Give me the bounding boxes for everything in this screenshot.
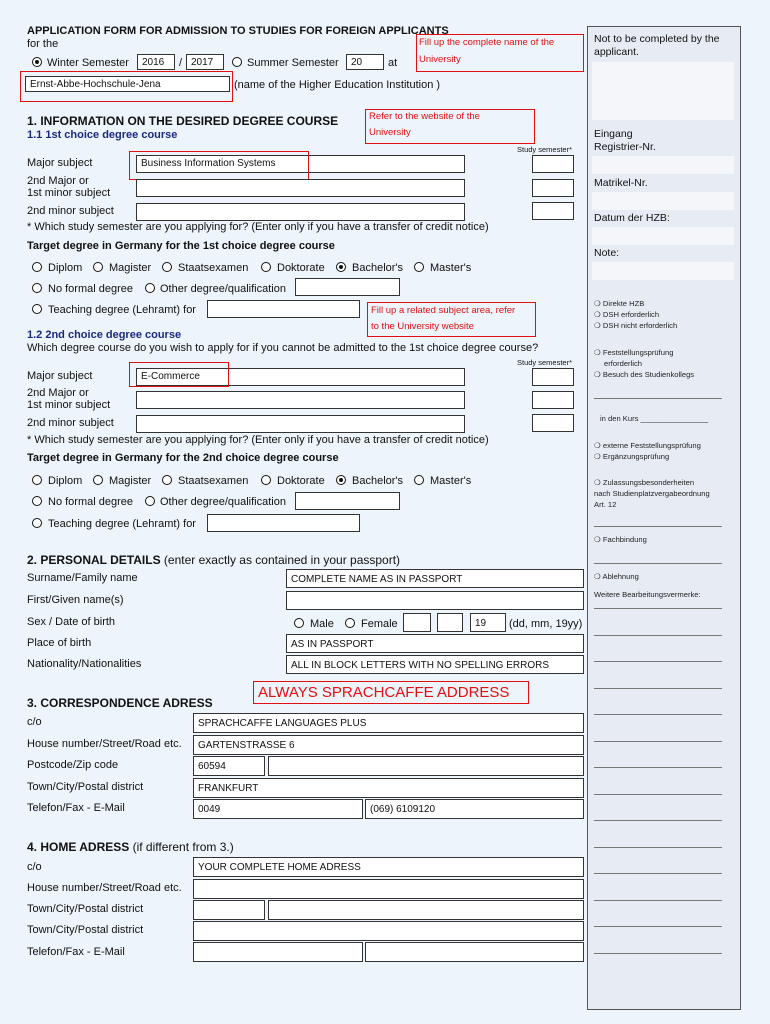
sidebar-line — [594, 608, 722, 609]
section2-title — [27, 554, 400, 567]
annotation-sprachcaffe-text: ALWAYS SPRACHCAFFE ADDRESS — [258, 684, 510, 701]
street-label-4: House number/Street/Road etc. — [27, 882, 182, 894]
magister-label-1: Magister — [109, 262, 152, 274]
sidebar-besuch: ❍ Besuch des Studienkollegs — [594, 370, 695, 379]
teaching-label-2: Teaching degree (Lehramt) for — [48, 518, 196, 530]
target-degree-2-label: Target degree in Germany for the 2nd choice degree course — [27, 452, 339, 464]
sidebar-field-top[interactable] — [592, 62, 734, 120]
postcode-extra-field-3[interactable] — [268, 756, 584, 776]
town-field-4a[interactable] — [268, 900, 584, 920]
second-major-label-2a: 2nd Major or — [27, 387, 89, 399]
sidebar-zulassung1: ❍ Zulassungsbesonderheiten — [594, 478, 695, 487]
phone-label-4: Telefon/Fax - E-Mail — [27, 946, 125, 958]
annotation-website-line2: University — [369, 127, 411, 138]
sidebar-zulassung2: nach Studienplatzvergabeordnung — [594, 489, 710, 498]
teaching-field-1[interactable] — [207, 300, 360, 318]
town-label-4a: Town/City/Postal district — [27, 903, 144, 915]
second-major-field[interactable] — [136, 179, 465, 197]
institution-field[interactable]: Ernst-Abbe-Hochschule-Jena — [25, 76, 230, 92]
phone-field-3b[interactable]: (069) 6109120 — [365, 799, 584, 819]
place-of-birth-field[interactable]: AS IN PASSPORT — [286, 634, 584, 653]
doktorate-radio-1[interactable] — [261, 262, 271, 272]
annotation-website-line1: Refer to the website of the — [369, 111, 480, 122]
sidebar-ergaenzung: ❍ Ergänzungsprüfung — [594, 452, 670, 461]
other-degree-field-2[interactable] — [295, 492, 400, 510]
magister-radio-1[interactable] — [93, 262, 103, 272]
phone-label-3: Telefon/Fax - E-Mail — [27, 802, 125, 814]
sidebar-direkte: ❍ Direkte HZB — [594, 299, 645, 308]
semester-field-5[interactable] — [532, 391, 574, 409]
annotation-related-line2: to the University website — [371, 321, 474, 332]
section1-title: 1. INFORMATION ON THE DESIRED DEGREE COURSE — [27, 114, 339, 128]
annotation-major-box — [129, 151, 309, 180]
sidebar-zulassung3: Art. 12 — [594, 500, 617, 509]
sidebar-line — [594, 767, 722, 768]
sidebar-line — [594, 563, 722, 564]
section4-title-extra: (if different from 3.) — [132, 840, 234, 854]
diplom-label-1: Diplom — [48, 262, 83, 274]
sidebar-externe: ❍ externe Feststellungsprüfung — [594, 441, 701, 450]
no-formal-label-1: No formal degree — [48, 283, 133, 295]
postcode-label-3: Postcode/Zip code — [27, 759, 119, 771]
postcode-field-3[interactable]: 60594 — [193, 756, 265, 776]
summer-semester-radio[interactable] — [232, 57, 242, 67]
sidebar-fachbindung: ❍ Fachbindung — [594, 535, 647, 544]
section4-title-main: 4. HOME ADRESS — [27, 840, 130, 854]
sidebar-weitere: Weitere Bearbeitungsvermerke: — [594, 590, 701, 599]
for-the-label: for the — [27, 38, 59, 50]
other-degree-label-2: Other degree/qualification — [160, 496, 286, 508]
teaching-field-2[interactable] — [207, 514, 360, 532]
semester-field-2[interactable] — [532, 179, 574, 197]
street-field-4[interactable] — [193, 879, 584, 899]
street-label-3: House number/Street/Road etc. — [27, 738, 182, 750]
postcode-field-4[interactable] — [193, 900, 265, 920]
annotation-related-line1: Fill up a related subject area, refer — [371, 305, 516, 316]
teaching-radio-1[interactable] — [32, 304, 42, 314]
first-name-label: First/Given name(s) — [27, 594, 124, 606]
co-label-4: c/o — [27, 861, 42, 873]
sidebar-eingang: Eingang — [594, 128, 633, 140]
major-subject-field-2[interactable]: E-Commerce — [136, 368, 465, 386]
no-formal-radio-2[interactable] — [32, 496, 42, 506]
second-minor-label-2: 2nd minor subject — [27, 417, 114, 429]
sidebar-dsh-nicht: ❍ DSH nicht erforderlich — [594, 321, 678, 330]
dob-day-field[interactable] — [403, 613, 431, 632]
sidebar-line — [594, 847, 722, 848]
winter-year1-field[interactable]: 2016 — [137, 54, 175, 70]
doktorate-label-2: Doktorate — [277, 475, 325, 487]
form-title: APPLICATION FORM FOR ADMISSION TO STUDIES FOR FOREIGN APPLICANTS — [27, 25, 449, 37]
staatsexamen-label-1: Staatsexamen — [178, 262, 249, 274]
semester-note-1: * Which study semester are you applying for? (Enter only if you have a transfer of credit notice) — [27, 221, 489, 233]
major-subject-field[interactable]: Business Information Systems — [136, 155, 465, 173]
other-degree-field-1[interactable] — [295, 278, 400, 296]
sidebar-registrier: Registrier-Nr. — [594, 141, 656, 153]
diplom-radio-1[interactable] — [32, 262, 42, 272]
masters-radio-1[interactable] — [414, 262, 424, 272]
sidebar-header-1: Not to be completed by the — [594, 33, 720, 45]
sidebar-matrikel: Matrikel-Nr. — [594, 177, 648, 189]
sidebar-line — [594, 661, 722, 662]
target-degree-1-label: Target degree in Germany for the 1st choice degree course — [27, 240, 335, 252]
first-name-field[interactable] — [286, 591, 584, 610]
section4-title — [27, 841, 234, 854]
staatsexamen-label-2: Staatsexamen — [178, 475, 249, 487]
sidebar-line — [594, 873, 722, 874]
surname-field[interactable]: COMPLETE NAME AS IN PASSPORT — [286, 569, 584, 588]
place-of-birth-label: Place of birth — [27, 637, 92, 649]
second-minor-label: 2nd minor subject — [27, 205, 114, 217]
sex-dob-label: Sex / Date of birth — [27, 616, 116, 628]
sidebar-line — [594, 926, 722, 927]
staatsexamen-radio-1[interactable] — [162, 262, 172, 272]
annotation-major2-box — [129, 362, 229, 387]
second-major-field-2[interactable] — [136, 391, 465, 409]
town-field-4b[interactable] — [193, 921, 584, 941]
summer-year-field[interactable]: 20 — [346, 54, 384, 70]
major-subject-label-2: Major subject — [27, 370, 93, 382]
town-label-4b: Town/City/Postal district — [27, 924, 144, 936]
section1-sub2: 1.2 2nd choice degree course — [27, 329, 182, 341]
semester-field-4[interactable] — [532, 368, 574, 386]
second-major-label-2: 1st minor subject — [27, 187, 111, 199]
town-field-3[interactable]: FRANKFURT — [193, 778, 584, 798]
sidebar-line — [594, 953, 722, 954]
annotation-name-line1: Fill up the complete name of the — [419, 37, 555, 48]
section2-title-main: 2. PERSONAL DETAILS — [27, 553, 161, 567]
doktorate-label-1: Doktorate — [277, 262, 325, 274]
second-major-label-1: 2nd Major or — [27, 175, 89, 187]
sidebar-registrier-field[interactable] — [592, 156, 734, 174]
sidebar-kurs: in den Kurs ________________ — [600, 414, 709, 423]
semester-note-2: * Which study semester are you applying for? (Enter only if you have a transfer of credit notice) — [27, 434, 489, 446]
bachelors-radio-1[interactable] — [336, 262, 346, 272]
teaching-label-1: Teaching degree (Lehramt) for — [48, 304, 196, 316]
female-radio[interactable] — [345, 618, 355, 628]
sidebar-line — [594, 714, 722, 715]
diplom-radio-2[interactable] — [32, 475, 42, 485]
masters-label-1: Master's — [430, 262, 472, 274]
semester-field-6[interactable] — [532, 414, 574, 432]
section1-sub2-question: Which degree course do you wish to apply for if you cannot be admitted to the 1st choice degree course? — [27, 342, 539, 354]
semester-field-3[interactable] — [532, 202, 574, 220]
summer-semester-label: Summer Semester — [247, 57, 339, 69]
magister-label-2: Magister — [109, 475, 152, 487]
magister-radio-2[interactable] — [93, 475, 103, 485]
no-formal-radio-1[interactable] — [32, 283, 42, 293]
study-semester-label-1: Study semester* — [517, 145, 573, 154]
bachelors-radio-2[interactable] — [336, 475, 346, 485]
major-subject-label: Major subject — [27, 157, 93, 169]
sidebar-line — [594, 794, 722, 795]
dob-month-field[interactable] — [437, 613, 463, 632]
street-field-3[interactable]: GARTENSTRASSE 6 — [193, 735, 584, 755]
section2-title-extra: (enter exactly as contained in your passport) — [163, 553, 401, 567]
sidebar-dsh-erf: ❍ DSH erforderlich — [594, 310, 660, 319]
winter-semester-label: Winter Semester — [47, 57, 129, 69]
masters-radio-2[interactable] — [414, 475, 424, 485]
female-label: Female — [361, 618, 398, 630]
sidebar-line — [594, 900, 722, 901]
co-field-3[interactable]: SPRACHCAFFE LANGUAGES PLUS — [193, 713, 584, 733]
institution-label: (name of the Higher Education Institution ) — [234, 79, 441, 91]
second-minor-field[interactable] — [136, 203, 465, 221]
section3-title: 3. CORRESPONDENCE ADRESS — [27, 696, 213, 710]
diplom-label-2: Diplom — [48, 475, 83, 487]
phone-field-4a[interactable] — [193, 942, 363, 962]
co-field-4[interactable]: YOUR COMPLETE HOME ADRESS — [193, 857, 584, 877]
sidebar-fest2: erforderlich — [604, 359, 642, 368]
other-degree-radio-2[interactable] — [145, 496, 155, 506]
sidebar-line — [594, 820, 722, 821]
doktorate-radio-2[interactable] — [261, 475, 271, 485]
second-major-label-2b: 1st minor subject — [27, 399, 111, 411]
sidebar-note-field[interactable] — [592, 262, 734, 280]
sidebar-line — [594, 398, 722, 399]
winter-year2-field[interactable]: 2017 — [186, 54, 224, 70]
masters-label-2: Master's — [430, 475, 472, 487]
sidebar-ablehnung: ❍ Ablehnung — [594, 572, 639, 581]
co-label-3: c/o — [27, 716, 42, 728]
other-degree-label-1: Other degree/qualification — [160, 283, 286, 295]
sidebar-note: Note: — [594, 247, 620, 259]
second-minor-field-2[interactable] — [136, 415, 465, 433]
bachelors-label-1: Bachelor's — [352, 262, 404, 274]
sidebar-datum: Datum der HZB: — [594, 212, 670, 224]
town-label-3: Town/City/Postal district — [27, 781, 144, 793]
sidebar-fest1: ❍ Feststellungsprüfung — [594, 348, 674, 357]
other-degree-radio-1[interactable] — [145, 283, 155, 293]
section1-sub1: 1.1 1st choice degree course — [27, 129, 178, 141]
annotation-name-line2: University — [419, 54, 461, 65]
sidebar-datum-field[interactable] — [592, 227, 734, 245]
sidebar-line — [594, 688, 722, 689]
bachelors-label-2: Bachelor's — [352, 475, 404, 487]
surname-label: Surname/Family name — [27, 572, 138, 584]
sidebar-matrikel-field[interactable] — [592, 192, 734, 210]
sidebar-line — [594, 635, 722, 636]
sidebar-line — [594, 526, 722, 527]
sidebar-line — [594, 741, 722, 742]
slash: / — [179, 57, 183, 69]
date-hint: (dd, mm, 19yy) — [509, 618, 583, 630]
no-formal-label-2: No formal degree — [48, 496, 133, 508]
phone-field-3a[interactable]: 0049 — [193, 799, 363, 819]
teaching-radio-2[interactable] — [32, 518, 42, 528]
winter-semester-radio[interactable] — [32, 57, 42, 67]
dob-year-field[interactable]: 19 — [470, 613, 506, 632]
study-semester-label-2: Study semester* — [517, 358, 573, 367]
nationality-field[interactable]: ALL IN BLOCK LETTERS WITH NO SPELLING ERRORS — [286, 655, 584, 674]
sidebar-header-2: applicant. — [594, 46, 639, 58]
phone-field-4b[interactable] — [365, 942, 584, 962]
male-radio[interactable] — [294, 618, 304, 628]
male-label: Male — [310, 618, 334, 630]
semester-field-1[interactable] — [532, 155, 574, 173]
at-label: at — [388, 57, 398, 69]
staatsexamen-radio-2[interactable] — [162, 475, 172, 485]
nationality-label: Nationality/Nationalities — [27, 658, 142, 670]
